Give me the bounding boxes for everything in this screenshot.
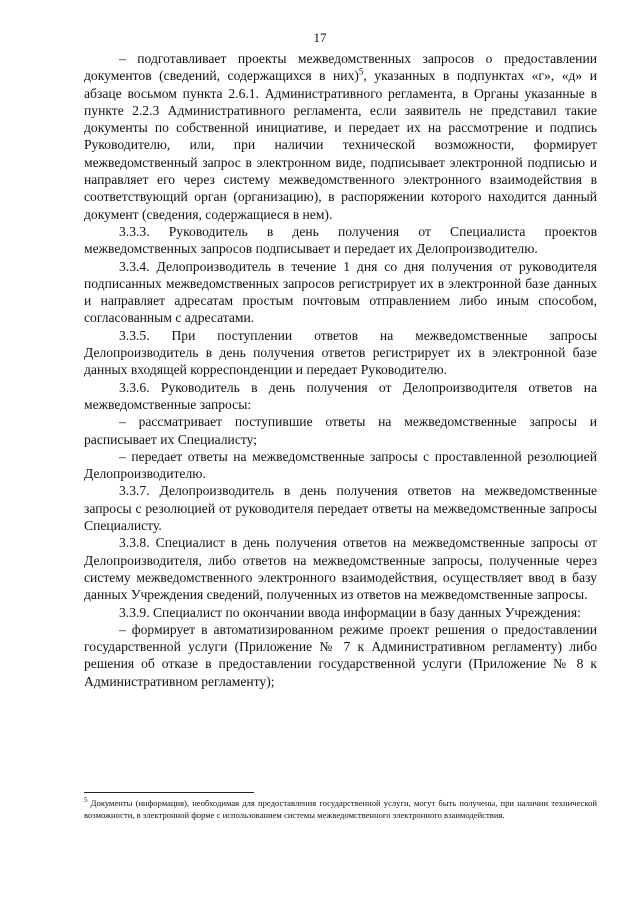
page-number: 17 xyxy=(313,30,327,45)
paragraph-3-3-7: 3.3.7. Делопроизводитель в день получения ответов на межведомственные запросы с резолюцией от руководителя передает ответы на межведомственные запросы Специалисту. xyxy=(84,483,597,534)
footnote-marker: 5 xyxy=(84,796,88,805)
paragraph-3-3-9-item-1: – формирует в автоматизированном режиме проект решения о предоставлении государственной услуги (Приложение № 7 к Административном регламенту) либо решения об отказе в предоставлении государственной услуги (Приложение № 8 к Административном регламенту); xyxy=(84,621,597,689)
paragraph-3-3-9: 3.3.9. Специалист по окончании ввода информации в базу данных Учреждения: xyxy=(119,604,581,620)
footnote-divider xyxy=(84,792,254,793)
footnote-reference: 5 xyxy=(358,66,364,77)
paragraph-3-3-6-item-2: – передает ответы на межведомственные запросы с проставленной резолюцией Делопроизводителю. xyxy=(84,448,597,482)
paragraph-3-3-4: 3.3.4. Делопроизводитель в течение 1 дня со дня получения от руководителя подписанных межведомственных запросов регистрирует их в электронной базе данных и направляет адресатам простым почтовым отправлением либо иным способом, согласованным с адресатами. xyxy=(84,258,597,326)
body-text xyxy=(84,50,597,690)
paragraph-3-3-5: 3.3.5. При поступлении ответов на межведомственные запросы Делопроизводитель в день получения ответов регистрирует их в электронной базе данных входящей корреспонденции и передает Руководителю. xyxy=(84,327,597,378)
footnote-text: Документы (информация), необходимая для предоставления государственной услуги, могут быть получены, при наличии технической возможности, в электронной форме с использованием системы межведомственного электронного взаимодействия. xyxy=(84,798,597,820)
paragraph-3-3-3: 3.3.3. Руководитель в день получения от Специалиста проектов межведомственных запросов подписывает и передает их Делопроизводителю. xyxy=(84,223,597,257)
paragraph-1-text: – подготавливает проекты межведомственных запросов о предоставлении документов (сведений, содержащихся в них) xyxy=(84,51,597,84)
paragraph-3-3-6: 3.3.6. Руководитель в день получения от Делопроизводителя ответов на межведомственные запросы: xyxy=(84,379,597,412)
paragraph-1 xyxy=(84,50,597,223)
paragraph-3-3-6-item-1: – рассматривает поступившие ответы на межведомственные запросы и расписывает их Специалисту; xyxy=(84,414,597,447)
paragraph-3-3-8: 3.3.8. Специалист в день получения ответов на межведомственные запросы от Делопроизводителя, либо ответов на межведомственные запросы, полученные через систему межведомственного электронного взаимодействия, осуществляет ввод в базу данных Учреждения сведений, полученных из ответов на межведомственные запросы. xyxy=(84,535,597,603)
paragraph-1-text-cont: , указанных в подпунктах «г», «д» и абзаце восьмом пункта 2.6.1. Административного регламента, в Органы указанные в пункте 2.2.3 Административного регламента, если заявитель не представил такие документы по собственной инициативе, и передает их на рассмотрение и подпись Руководителю, или, при наличии технической возможности, формирует межведомственный запрос в электронном виде, подписывает электронной подписью и направляет его через систему межведомственного электронного взаимодействия в соответствующий орган (организацию), в распоряжении которого находится данный документ (сведения, содержащиеся в нем). xyxy=(84,68,597,222)
footnote xyxy=(84,797,597,821)
